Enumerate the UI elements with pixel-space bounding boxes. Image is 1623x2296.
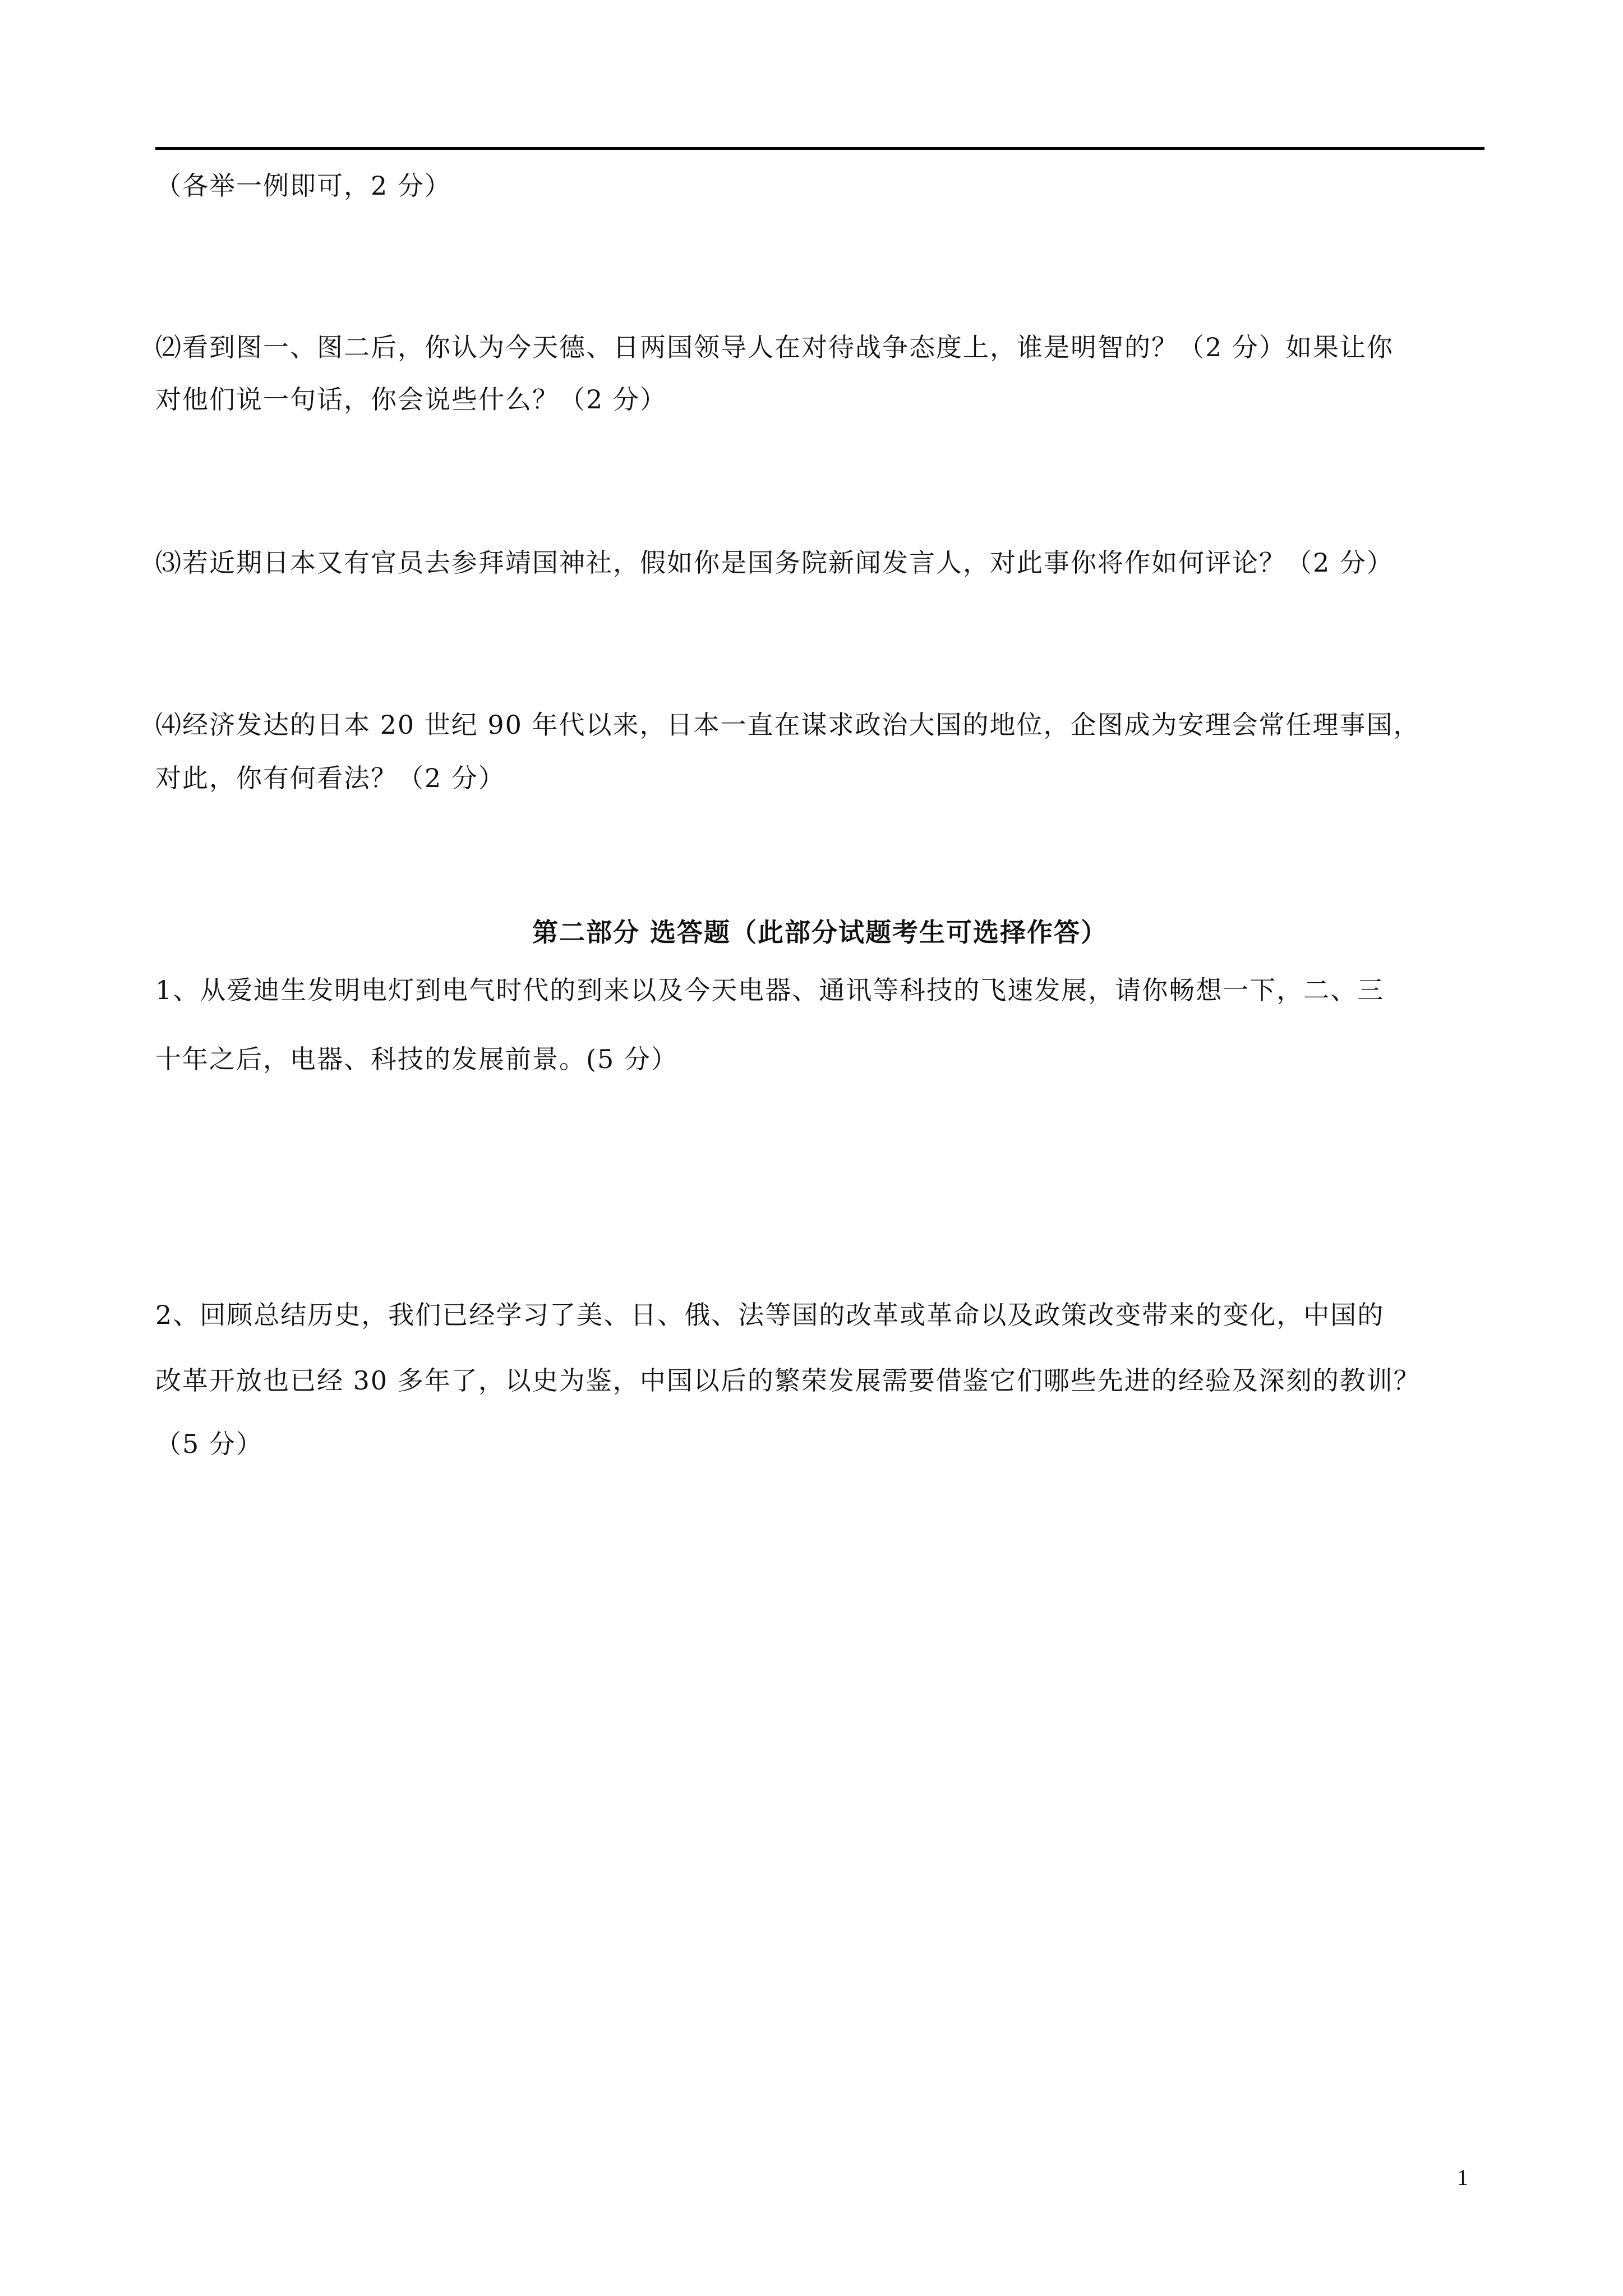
optional-question-2-line-2: 改革开放也已经 30 多年了，以史为鉴，中国以后的繁荣发展需要借鉴它们哪些先进的经验及深刻的教训？ bbox=[155, 1365, 1421, 1396]
optional-question-1-line-2: 十年之后，电器、科技的发展前景。(5 分） bbox=[155, 1044, 678, 1074]
optional-question-2-line-3: （5 分） bbox=[155, 1429, 263, 1459]
header-rule bbox=[155, 147, 1484, 150]
section-title: 第二部分 选答题（此部分试题考生可选择作答） bbox=[532, 917, 1108, 947]
optional-question-1-line-1: 1、从爱迪生发明电灯到电气时代的到来以及今天电器、通讯等科技的飞速发展，请你畅想一下，二、三 bbox=[155, 975, 1385, 1005]
page-number: 1 bbox=[1457, 2165, 1468, 2190]
question-4-line-2: 对此，你有何看法？（2 分） bbox=[155, 763, 505, 793]
question-2-line-1: ⑵看到图一、图二后，你认为今天德、日两国领导人在对待战争态度上，谁是明智的？（2 分）如果让你 bbox=[155, 332, 1394, 362]
question-4-line-1: ⑷经济发达的日本 20 世纪 90 年代以来，日本一直在谋求政治大国的地位，企图成为安理会常任理事国， bbox=[155, 710, 1421, 740]
previous-question-note: （各举一例即可，2 分） bbox=[155, 171, 451, 201]
question-2-line-2: 对他们说一句话，你会说些什么？（2 分） bbox=[155, 384, 667, 415]
optional-question-2-line-1: 2、回顾总结历史，我们已经学习了美、日、俄、法等国的改革或革命以及政策改变带来的变化，中国的 bbox=[155, 1300, 1385, 1330]
question-3-line-1: ⑶若近期日本又有官员去参拜靖国神社，假如你是国务院新闻发言人，对此事你将作如何评论？（2 分） bbox=[155, 547, 1394, 578]
